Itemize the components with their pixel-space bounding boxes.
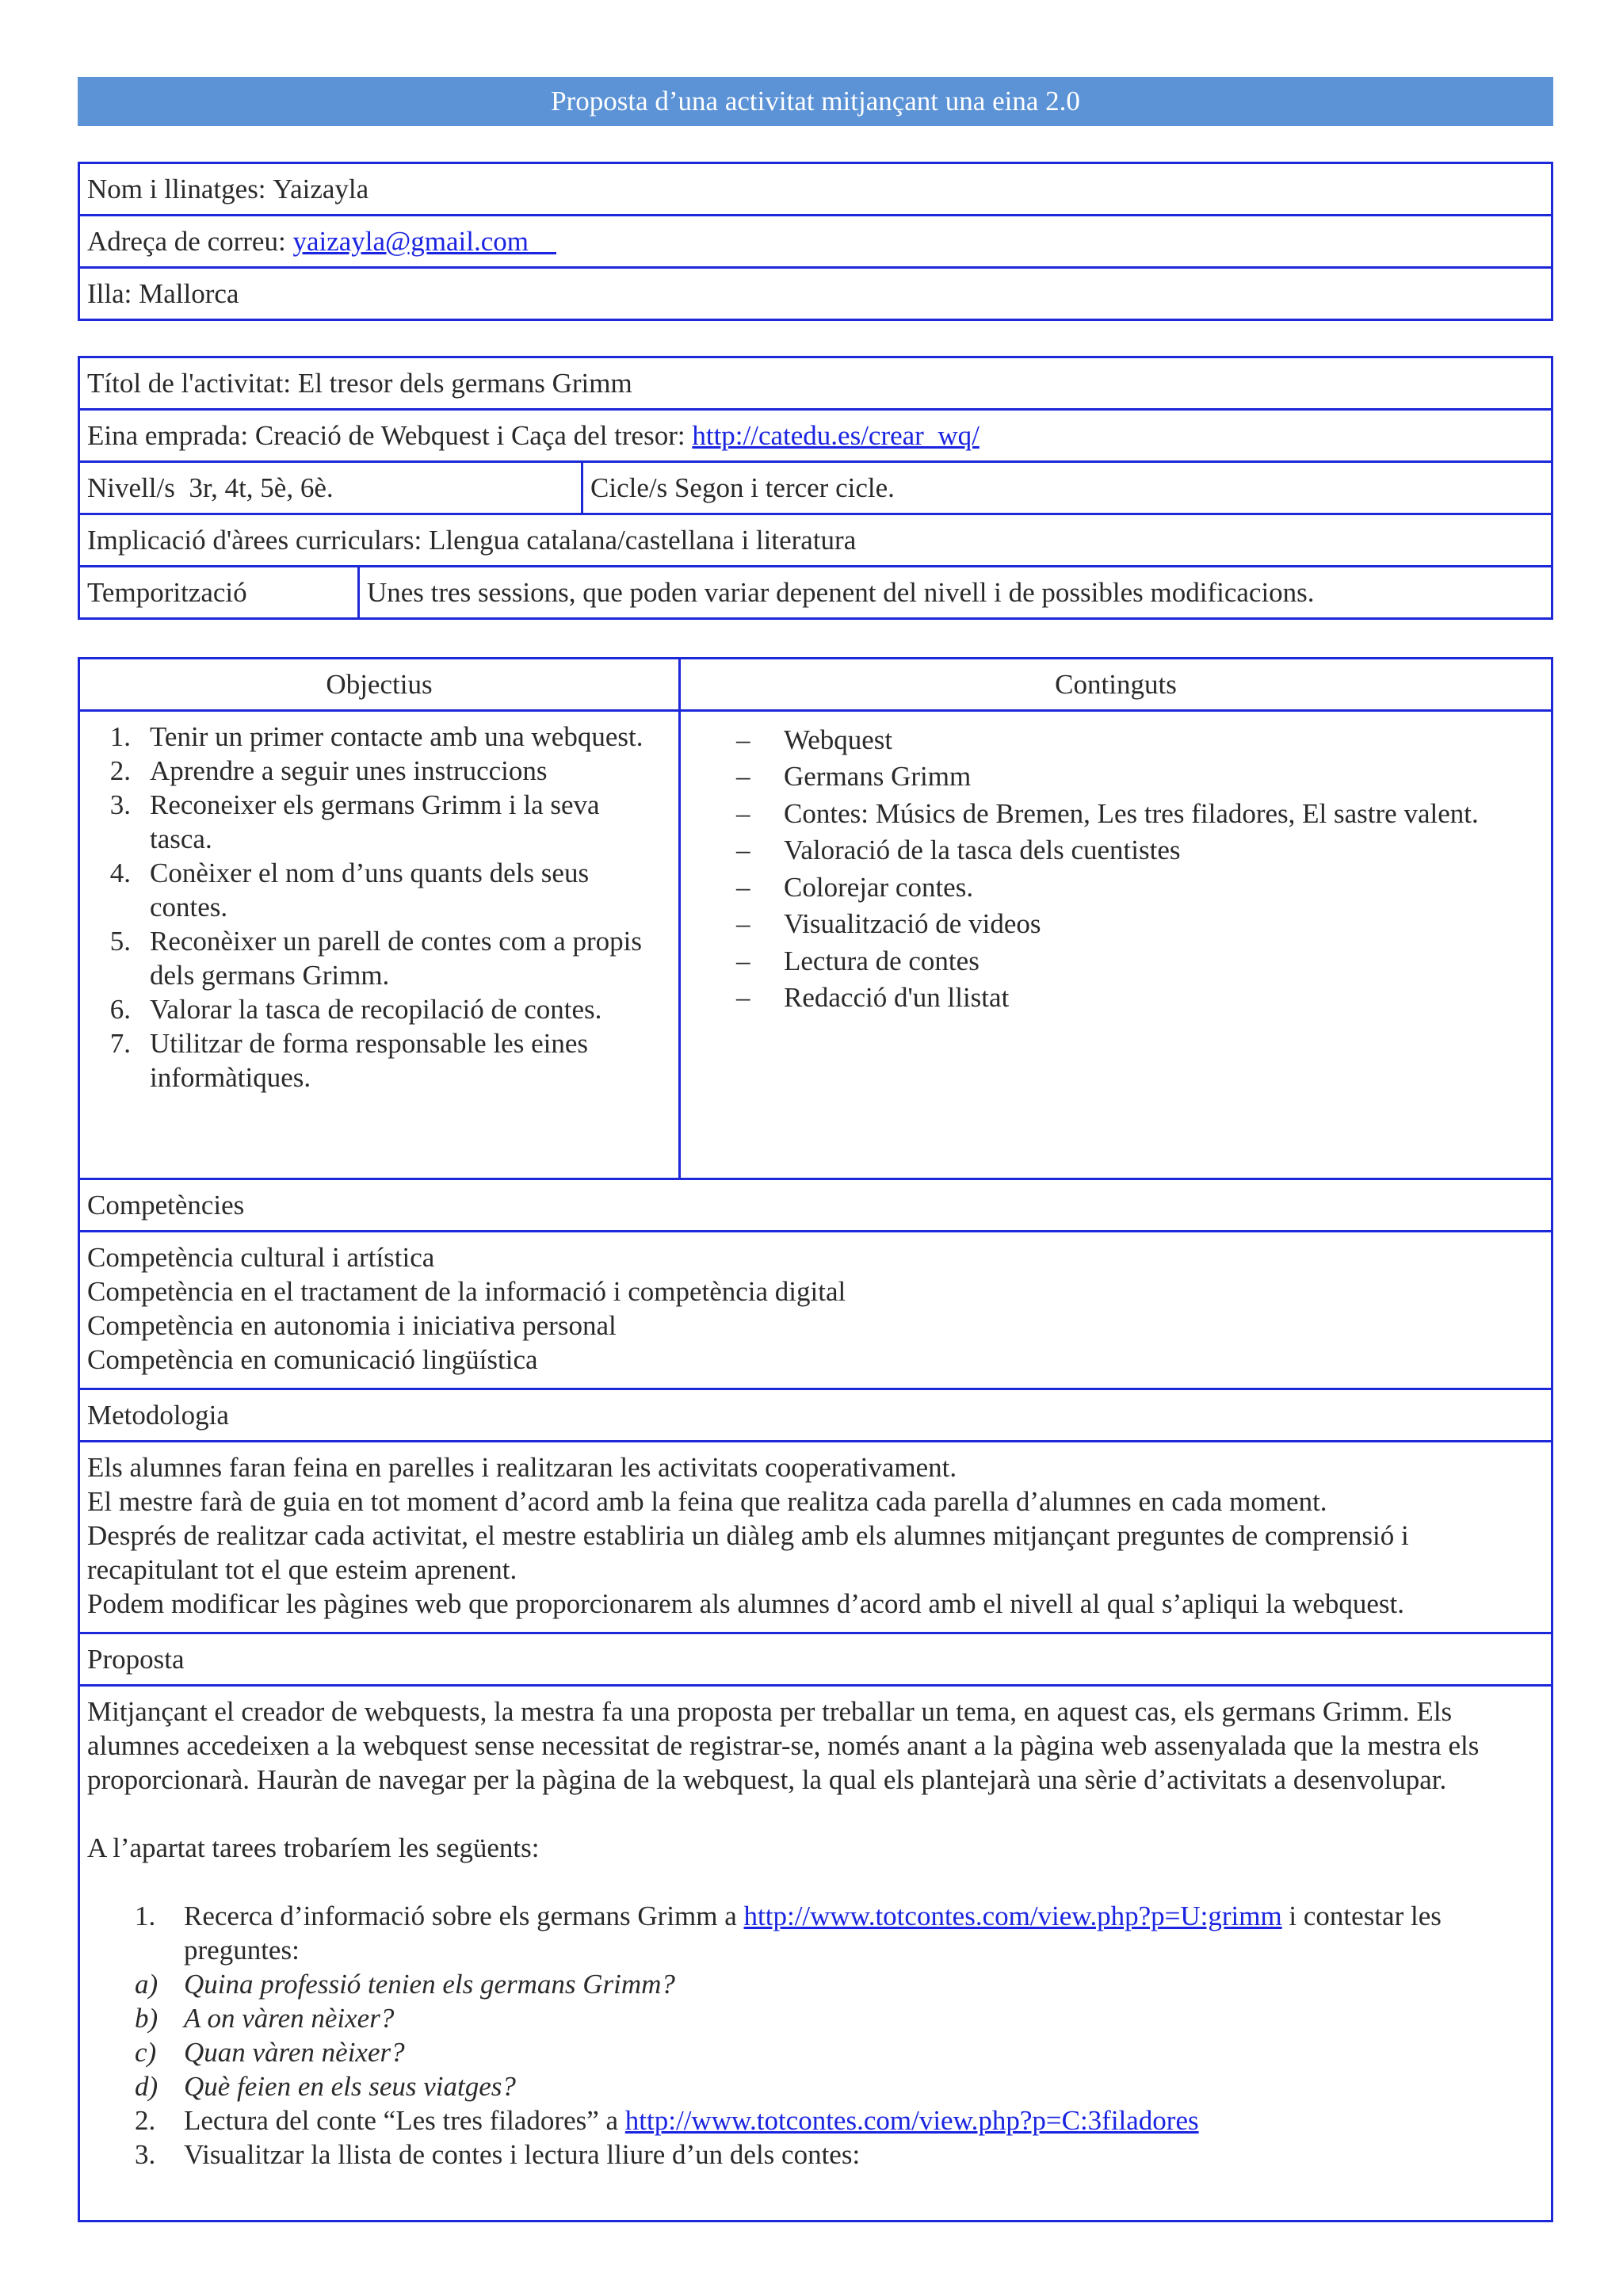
list-item: 7. Utilitzar de forma responsable les eines informàtiques. bbox=[109, 1028, 588, 1093]
competence-item: Competència en el tractament de la informació i competència digital bbox=[87, 1276, 846, 1307]
list-item: – Redacció d'un llistat bbox=[736, 982, 1010, 1014]
email-link[interactable]: yaizayla@gmail.com bbox=[292, 226, 529, 257]
island-row bbox=[80, 269, 1551, 319]
list-item: – Visualització de videos bbox=[736, 908, 1041, 940]
contents-header: Continguts bbox=[678, 659, 1551, 709]
activity-title-row bbox=[80, 358, 1551, 411]
proposal-task-list bbox=[87, 1899, 1544, 2172]
level-cell bbox=[80, 463, 581, 513]
tool-value: Creació de Webquest i Caça del tresor: bbox=[254, 420, 685, 451]
spacer bbox=[87, 1865, 1544, 1899]
email-row bbox=[80, 216, 1551, 269]
methodology-header: Metodologia bbox=[80, 1390, 1551, 1442]
list-item: – Germans Grimm bbox=[736, 761, 972, 793]
tool-link[interactable]: http://catedu.es/crear_wq/ bbox=[692, 420, 980, 451]
proposal-tasks-intro: A l’apartat tarees trobaríem les següents: bbox=[87, 1832, 540, 1863]
timing-label-cell: Temporització bbox=[87, 577, 247, 608]
methodology-paragraph: Podem modificar les pàgines web que proporcionarem als alumnes d’acord amb el nivell al qual s’apliqui la webquest. bbox=[87, 1588, 1405, 1619]
cycle-label: Cicle/s bbox=[590, 472, 668, 503]
methodology-paragraph: Els alumnes faran feina en parelles i realitzaran les activitats cooperativament. bbox=[87, 1452, 957, 1483]
level-cycle-row bbox=[80, 463, 1551, 515]
island-label: Illa: bbox=[87, 278, 132, 309]
proposal-header: Proposta bbox=[80, 1634, 1551, 1687]
level-value: 3r, 4t, 5è, 6è. bbox=[189, 472, 334, 503]
methodology-paragraph: Després de realitzar cada activitat, el mestre establiria un diàleg amb els alumnes mitjançant preguntes de comprensió i recapitulant tot el que esteim aprenent. bbox=[87, 1520, 1409, 1585]
task-item: 1. Recerca d’informació sobre els germans Grimm a http://www.totcontes.com/view.php?p=U:grimm i contestar les preguntes: bbox=[135, 1901, 1442, 1966]
objectives-contents-row bbox=[80, 712, 1551, 1180]
proposal-body bbox=[80, 1687, 1551, 2178]
personal-info-table bbox=[78, 162, 1553, 321]
timing-row bbox=[80, 567, 1551, 617]
cycle-cell bbox=[581, 463, 1551, 513]
cycle-value: Segon i tercer cicle. bbox=[674, 472, 895, 503]
spacer bbox=[87, 1797, 1544, 1831]
tool-row bbox=[80, 411, 1551, 463]
activity-title-label: Títol de l'activitat: bbox=[87, 368, 292, 399]
task-item: 3. Visualitzar la llista de contes i lectura lliure d’un dels contes: bbox=[135, 2139, 861, 2170]
list-item: 1. Tenir un primer contacte amb una webquest. bbox=[109, 721, 643, 752]
list-item: – Valoració de la tasca dels cuentistes bbox=[736, 835, 1181, 866]
timing-value-cell: Unes tres sessions, que poden variar depenent del nivell i de possibles modificacions. bbox=[357, 567, 1551, 617]
question-item: c) Quan vàren nèixer? bbox=[135, 2037, 405, 2068]
competences-body bbox=[80, 1232, 1551, 1390]
island-value: Mallorca bbox=[139, 278, 239, 309]
name-label: Nom i llinatges: bbox=[87, 174, 266, 204]
email-link-trailing-underline bbox=[529, 224, 556, 258]
contents-cell bbox=[678, 712, 1551, 1178]
areas-label: Implicació d'àrees curriculars: bbox=[87, 525, 422, 556]
objectives-contents-header-row bbox=[80, 659, 1551, 712]
competence-item: Competència cultural i artística bbox=[87, 1242, 435, 1273]
task-item: 2. Lectura del conte “Les tres filadores” a http://www.totcontes.com/view.php?p=C:3filadores bbox=[135, 2105, 1199, 2136]
question-item: a) Quina professió tenien els germans Grimm? bbox=[135, 1969, 675, 2000]
activity-info-table bbox=[78, 356, 1553, 620]
question-item: b) A on vàren nèixer? bbox=[135, 2003, 395, 2034]
question-item: d) Què feien en els seus viatges? bbox=[135, 2071, 516, 2102]
main-table bbox=[78, 657, 1553, 2222]
list-item: 5. Reconèixer un parell de contes com a propis dels germans Grimm. bbox=[109, 926, 643, 991]
level-label: Nivell/s bbox=[87, 472, 175, 503]
objectives-header: Objectius bbox=[326, 669, 433, 700]
list-item: – Colorejar contes. bbox=[736, 871, 974, 903]
competence-item: Competència en comunicació lingüística bbox=[87, 1344, 538, 1375]
methodology-paragraph: El mestre farà de guia en tot moment d’acord amb la feina que realitza cada parella d’alumnes en cada moment. bbox=[87, 1486, 1327, 1517]
proposal-intro: Mitjançant el creador de webquests, la mestra fa una proposta per treballar un tema, en aquest cas, els germans Grimm. Els alumnes accedeixen a la webquest sense necessitat de registrar-se, només anant a la pàgina web assenyalada que la mestra els proporcionarà. Hauràn de navegar per la pàgina de la webquest, la qual els plantejarà una sèrie d’activitats a desenvolupar. bbox=[87, 1696, 1480, 1795]
name-value: Yaizayla bbox=[273, 174, 369, 204]
objectives-list bbox=[109, 720, 664, 1095]
list-item: – Webquest bbox=[736, 724, 893, 755]
list-item: 6. Valorar la tasca de recopilació de contes. bbox=[109, 994, 602, 1025]
grimm-link[interactable]: http://www.totcontes.com/view.php?p=U:grimm bbox=[743, 1901, 1282, 1931]
competence-item: Competència en autonomia i iniciativa personal bbox=[87, 1310, 617, 1341]
areas-value: Llengua catalana/castellana i literatura bbox=[428, 525, 857, 556]
name-row bbox=[80, 164, 1551, 216]
page-title: Proposta d’una activitat mitjançant una eina 2.0 bbox=[78, 77, 1553, 126]
filadores-link[interactable]: http://www.totcontes.com/view.php?p=C:3filadores bbox=[624, 2105, 1199, 2136]
email-label: Adreça de correu: bbox=[87, 226, 286, 257]
methodology-body bbox=[80, 1442, 1551, 1634]
list-item: – Contes: Músics de Bremen, Les tres filadores, El sastre valent. bbox=[736, 797, 1479, 829]
list-item: 2. Aprendre a seguir unes instruccions bbox=[109, 755, 548, 786]
activity-title-value: El tresor dels germans Grimm bbox=[297, 368, 632, 399]
list-item: 4. Conèixer el nom d’uns quants dels seus contes. bbox=[109, 858, 590, 923]
objectives-cell bbox=[80, 712, 678, 1178]
list-item: – Lectura de contes bbox=[736, 945, 980, 976]
areas-row bbox=[80, 515, 1551, 567]
competences-header: Competències bbox=[80, 1180, 1551, 1232]
contents-list bbox=[681, 721, 1551, 1016]
list-item: 3. Reconeixer els germans Grimm i la seva tasca. bbox=[109, 789, 600, 854]
tool-label: Eina emprada: bbox=[87, 420, 249, 451]
